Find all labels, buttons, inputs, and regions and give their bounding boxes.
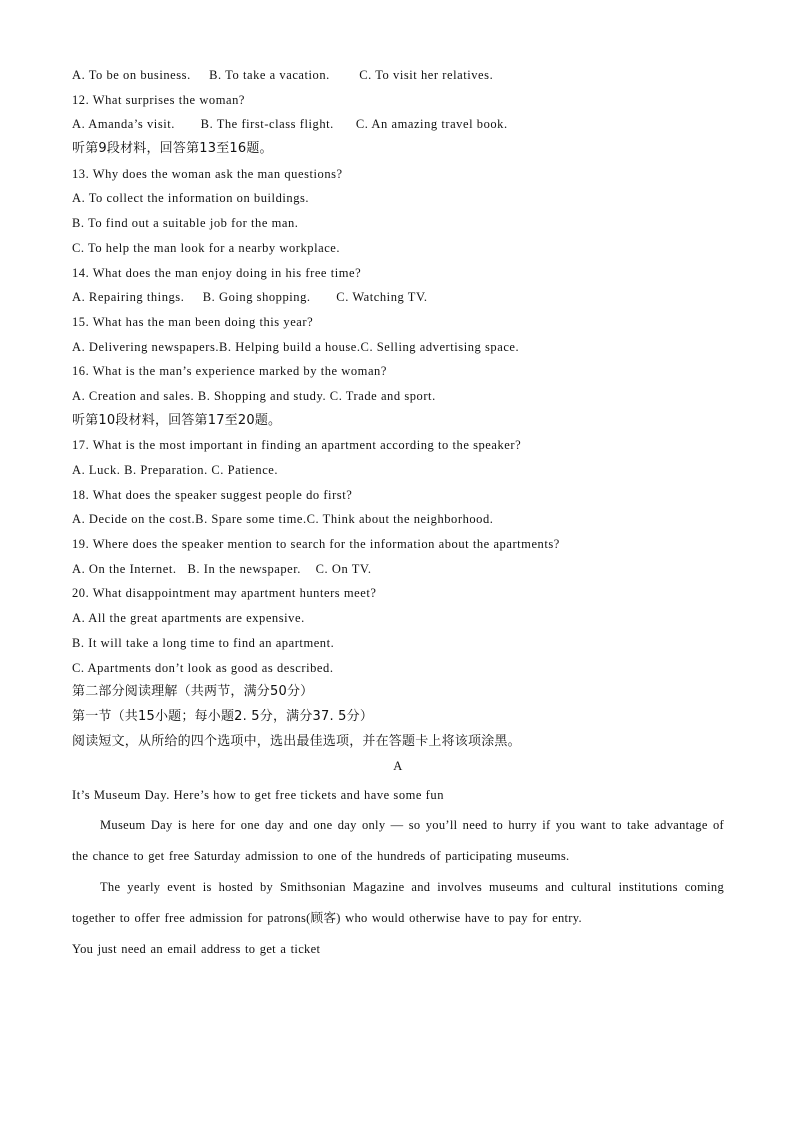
- passage-paragraph-2: The yearly event is hosted by Smithsonian Magazine and involves museums and cultural institutions coming together to offer free admission for patrons(顾客) who would otherwise have to pay for entry.: [72, 879, 724, 925]
- answer-option-13c: C. To help the man look for a nearby workplace.: [72, 240, 341, 255]
- answer-options-q14: A. Repairing things. B. Going shopping. C. Watching TV.: [72, 290, 428, 305]
- answer-options-q18: A. Decide on the cost.B. Spare some time.C. Think about the neighborhood.: [72, 512, 494, 527]
- answer-options-q11: A. To be on business. B. To take a vacation. C. To visit her relatives.: [72, 68, 494, 82]
- answer-options-q12: A. Amanda’s visit. B. The first-class flight. C. An amazing travel book.: [72, 117, 508, 132]
- passage-paragraph-1: Museum Day is here for one day and one day only — so you’ll need to hurry if you want to take advantage of the chance to get free Saturday admission to one of the hundreds of participating museums.: [72, 817, 724, 863]
- part-2-section-1-heading: 第一节（共15小题；每小题2. 5分，满分37. 5分）: [72, 708, 374, 724]
- question-20: 20. What disappointment may apartment hunters meet?: [72, 586, 377, 601]
- answer-options-q19: A. On the Internet. B. In the newspaper. C. On TV.: [72, 561, 372, 576]
- reading-instructions: 阅读短文，从所给的四个选项中，选出最佳选项，并在答题卡上将该项涂黑。: [72, 733, 521, 749]
- passage-subheading: You just need an email address to get a ticket: [72, 941, 321, 956]
- question-12: 12. What surprises the woman?: [72, 92, 245, 107]
- answer-option-20a: A. All the great apartments are expensive.: [72, 611, 305, 626]
- question-block-part1: [72, 63, 724, 137]
- question-17: 17. What is the most important in finding an apartment according to the speaker?: [72, 438, 522, 453]
- answer-option-20b: B. It will take a long time to find an apartment.: [72, 635, 335, 650]
- answer-option-13a: A. To collect the information on buildings.: [72, 191, 310, 206]
- question-14: 14. What does the man enjoy doing in his free time?: [72, 265, 362, 280]
- part-2-heading: 第二部分阅读理解（共两节，满分50分）: [72, 684, 314, 700]
- question-19: 19. Where does the speaker mention to search for the information about the apartments?: [72, 537, 560, 552]
- exam-page: [72, 63, 724, 965]
- question-13: 13. Why does the woman ask the man questions?: [72, 166, 343, 181]
- question-15: 15. What has the man been doing this year?: [72, 314, 314, 329]
- answer-options-q15: A. Delivering newspapers.B. Helping build a house.C. Selling advertising space.: [72, 339, 520, 354]
- answer-option-20c: C. Apartments don’t look as good as described.: [72, 660, 334, 675]
- question-16: 16. What is the man’s experience marked by the woman?: [72, 364, 387, 379]
- question-18: 18. What does the speaker suggest people do first?: [72, 487, 353, 502]
- answer-option-13b: B. To find out a suitable job for the man.: [72, 216, 299, 231]
- answer-options-q16: A. Creation and sales. B. Shopping and study. C. Trade and sport.: [72, 388, 436, 403]
- answer-options-q17: A. Luck. B. Preparation. C. Patience.: [72, 463, 279, 477]
- section-9-heading: 听第9段材料，回答第13至16题。: [72, 141, 273, 157]
- passage-title: It’s Museum Day. Here’s how to get free tickets and have some fun: [72, 787, 444, 802]
- question-block-section9: [72, 162, 724, 409]
- question-block-section10: [72, 433, 724, 680]
- reading-passage-a: [72, 754, 724, 964]
- section-10-heading: 听第10段材料，回答第17至20题。: [72, 412, 282, 428]
- passage-letter: A: [393, 759, 403, 774]
